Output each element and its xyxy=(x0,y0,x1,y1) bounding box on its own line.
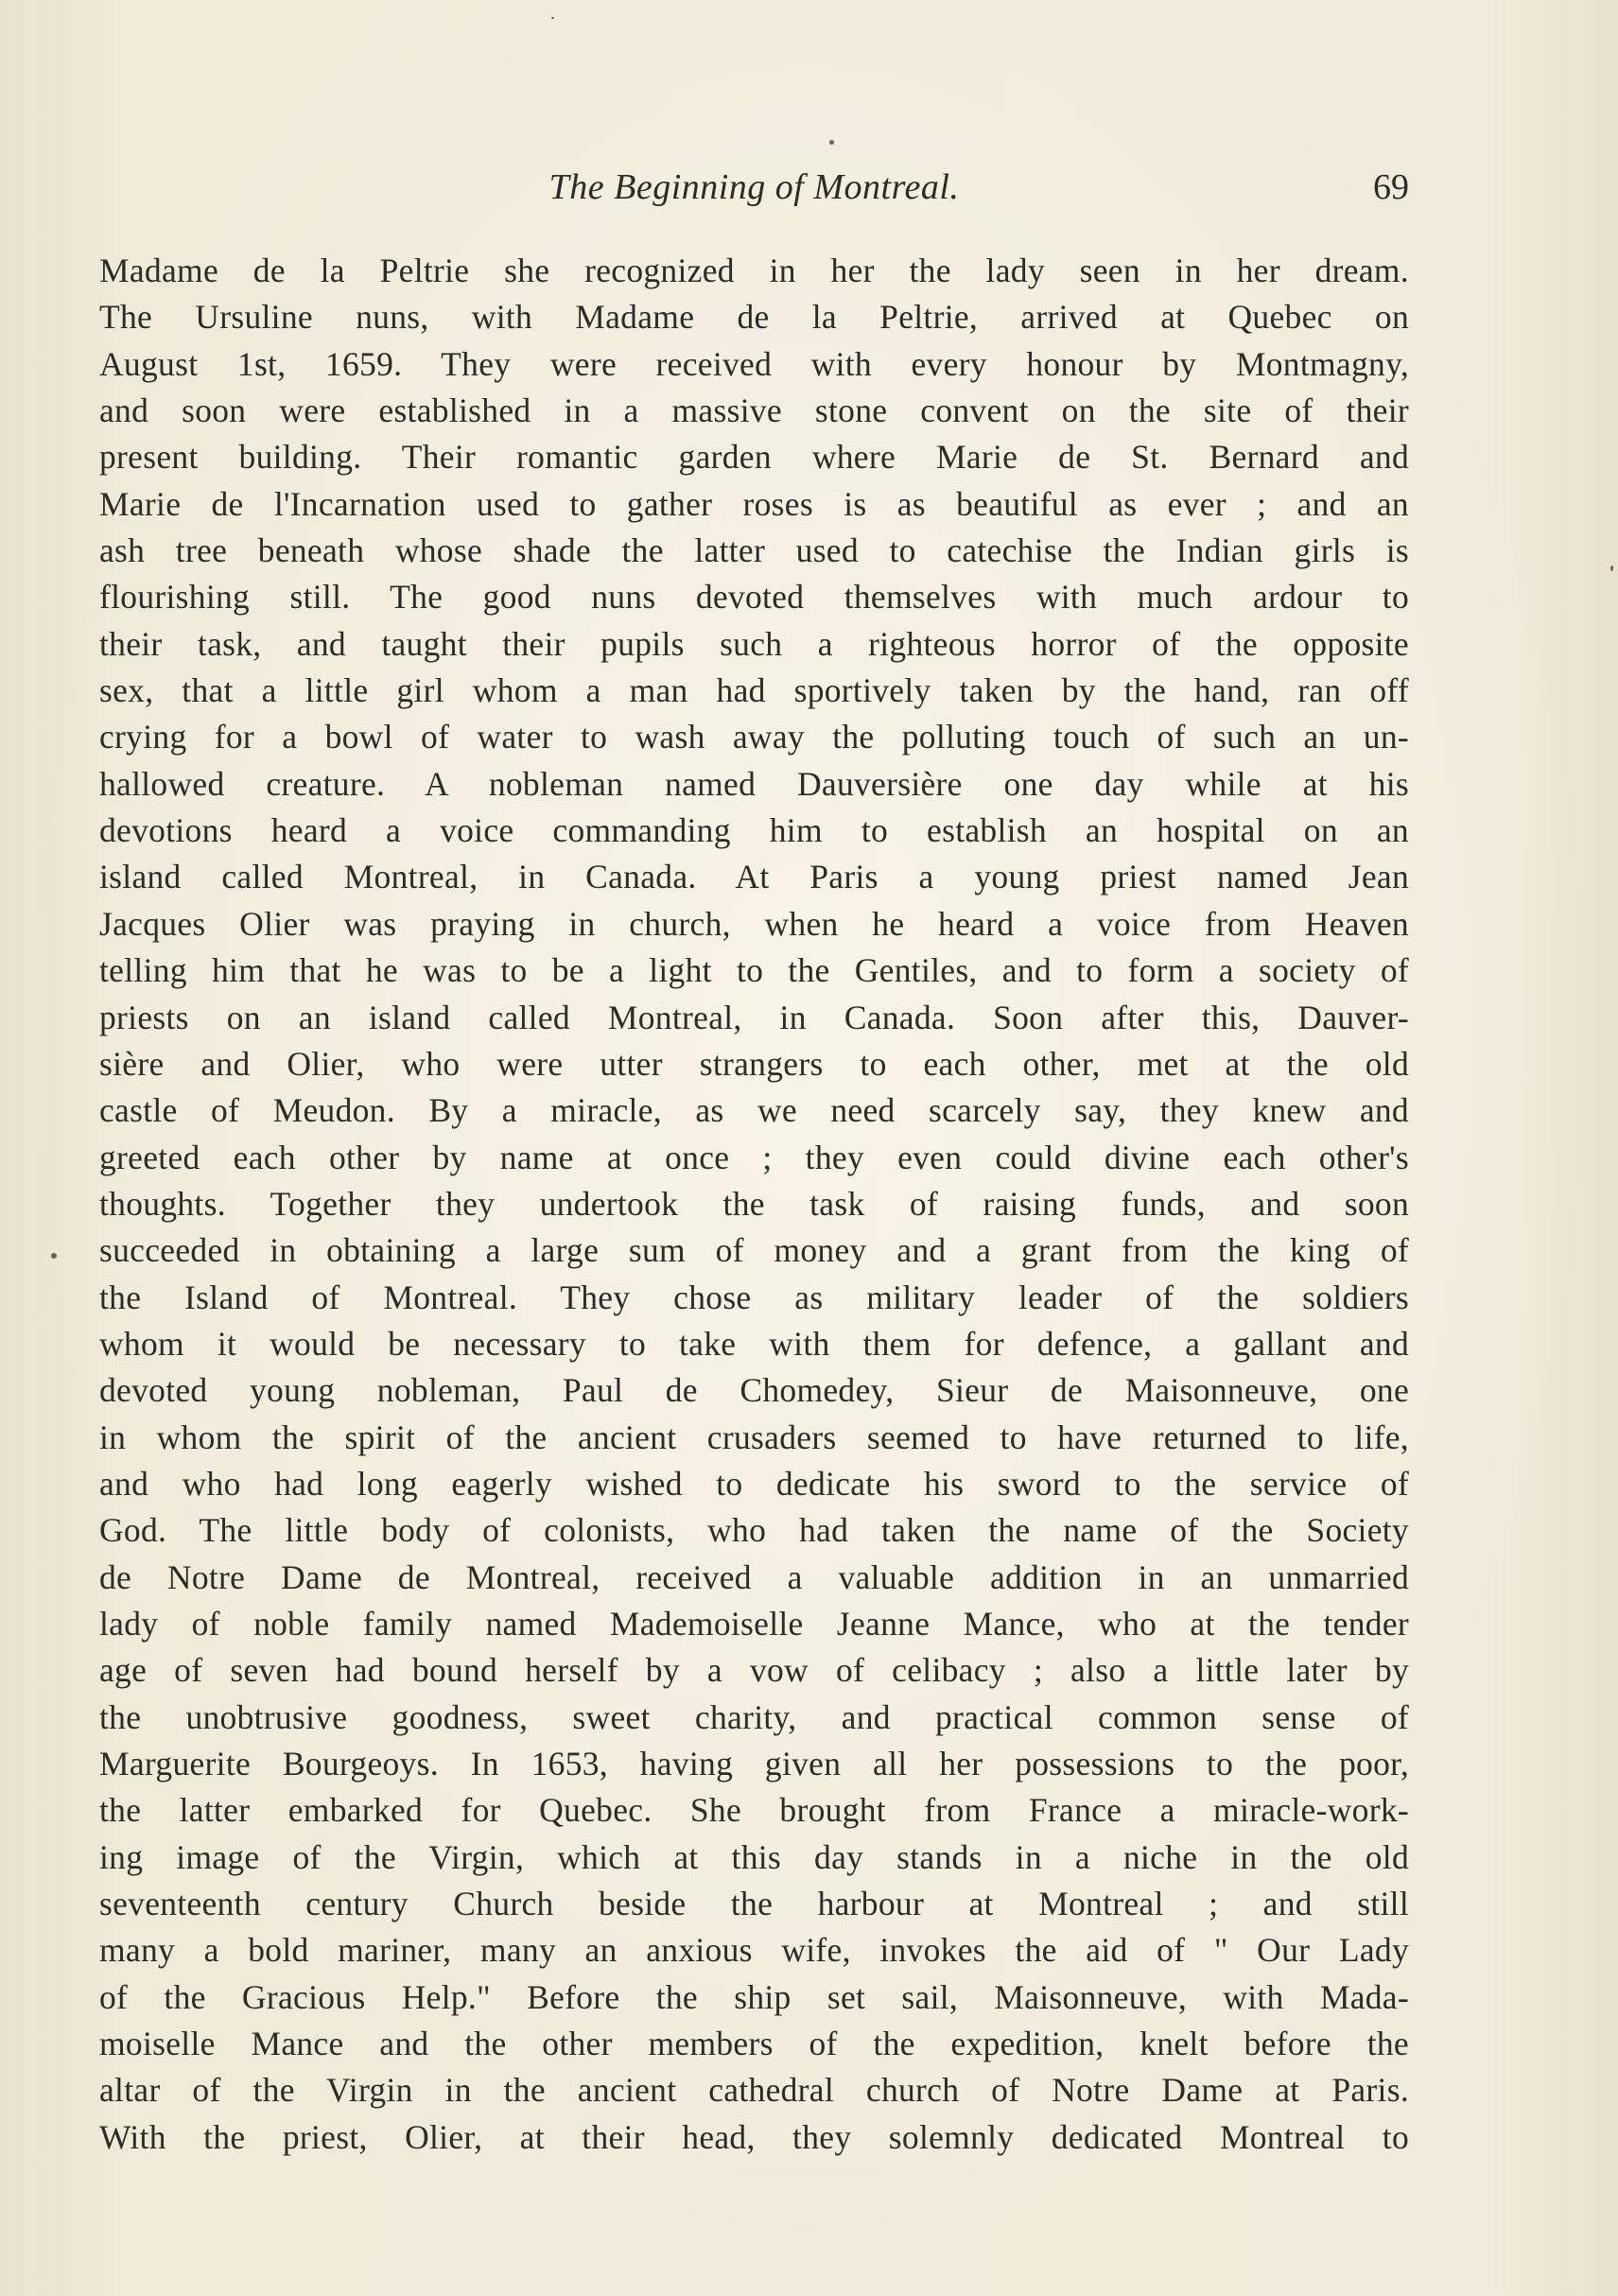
text-line: and soon were established in a massive stone convent on the site of their xyxy=(99,391,1409,430)
body-text xyxy=(99,248,1409,2161)
text-line: devoted young nobleman, Paul de Chomedey, Sieur de Maisonneuve, one xyxy=(99,1371,1409,1410)
print-speck xyxy=(1610,565,1613,571)
text-line: island called Montreal, in Canada. At Paris a young priest named Jean xyxy=(99,858,1409,896)
text-line: flourishing still. The good nuns devoted themselves with much ardour to xyxy=(99,578,1409,617)
page-number: 69 xyxy=(1373,167,1409,207)
text-line: priests on an island called Montreal, in Canada. Soon after this, Dauver- xyxy=(99,998,1409,1036)
text-line: whom it would be necessary to take with them for defence, a gallant and xyxy=(99,1324,1409,1363)
text-line: Madame de la Peltrie she recognized in her the lady seen in her dream. xyxy=(99,252,1409,289)
text-line: and who had long eagerly wished to dedicate his sword to the service of xyxy=(99,1464,1409,1503)
text-line: crying for a bowl of water to wash away the polluting touch of such an un- xyxy=(99,718,1409,757)
text-line: God. The little body of colonists, who had taken the name of the Society xyxy=(99,1511,1409,1550)
text-line: altar of the Virgin in the ancient cathedral church of Notre Dame at Paris. xyxy=(99,2071,1409,2110)
print-speck xyxy=(829,140,834,145)
text-line: greeted each other by name at once ; they even could divine each other's xyxy=(99,1138,1409,1176)
print-speck xyxy=(551,17,554,19)
text-line: Marie de l'Incarnation used to gather roses is as beautiful as ever ; and an xyxy=(99,484,1409,523)
text-line: The Ursuline nuns, with Madame de la Peltrie, arrived at Quebec on xyxy=(99,298,1409,337)
text-line: With the priest, Olier, at their head, they solemnly dedicated Montreal to xyxy=(99,2117,1409,2156)
text-line: thoughts. Together they undertook the task of raising funds, and soon xyxy=(99,1184,1409,1223)
text-line: castle of Meudon. By a miracle, as we need scarcely say, they knew and xyxy=(99,1091,1409,1130)
text-line: many a bold mariner, many an anxious wife, invokes the aid of " Our Lady xyxy=(99,1931,1409,1970)
text-line: the unobtrusive goodness, sweet charity, and practical common sense of xyxy=(99,1697,1409,1736)
text-line: sière and Olier, who were utter strangers to each other, met at the old xyxy=(99,1044,1409,1083)
text-line: sex, that a little girl whom a man had sportively taken by the hand, ran off xyxy=(99,671,1409,710)
text-line: Jacques Olier was praying in church, when he heard a voice from Heaven xyxy=(99,904,1409,943)
running-head xyxy=(99,159,1409,216)
text-line: de Notre Dame de Montreal, received a valuable addition in an unmarried xyxy=(99,1557,1409,1596)
text-line: telling him that he was to be a light to the Gentiles, and to form a society of xyxy=(99,951,1409,990)
text-line: moiselle Mance and the other members of the expedition, knelt before the xyxy=(99,2025,1409,2063)
text-line: hallowed creature. A nobleman named Dauversière one day while at his xyxy=(99,764,1409,803)
text-line: ing image of the Virgin, which at this day stands in a niche in the old xyxy=(99,1837,1409,1876)
text-line: devotions heard a voice commanding him to establish an hospital on an xyxy=(99,811,1409,850)
text-line: age of seven had bound herself by a vow of celibacy ; also a little later by xyxy=(99,1651,1409,1690)
running-title: The Beginning of Montreal. xyxy=(548,167,960,207)
text-line: the Island of Montreal. They chose as military leader of the soldiers xyxy=(99,1278,1409,1316)
text-line: present building. Their romantic garden where Marie de St. Bernard and xyxy=(99,438,1409,477)
text-line: lady of noble family named Mademoiselle Jeanne Mance, who at the tender xyxy=(99,1604,1409,1643)
text-line: August 1st, 1659. They were received with every honour by Montmagny, xyxy=(99,344,1409,383)
text-line: the latter embarked for Quebec. She brought from France a miracle-work- xyxy=(99,1791,1409,1830)
print-speck xyxy=(51,1253,57,1259)
text-line: succeeded in obtaining a large sum of money and a grant from the king of xyxy=(99,1231,1409,1270)
text-line: seventeenth century Church beside the harbour at Montreal ; and still xyxy=(99,1885,1409,1923)
text-line: ash tree beneath whose shade the latter used to catechise the Indian girls is xyxy=(99,531,1409,570)
text-line: Marguerite Bourgeoys. In 1653, having given all her possessions to the poor, xyxy=(99,1745,1409,1783)
text-line: of the Gracious Help." Before the ship set sail, Maisonneuve, with Mada- xyxy=(99,1977,1409,2016)
text-line: in whom the spirit of the ancient crusaders seemed to have returned to life, xyxy=(99,1418,1409,1456)
text-line: their task, and taught their pupils such a righteous horror of the opposite xyxy=(99,624,1409,663)
